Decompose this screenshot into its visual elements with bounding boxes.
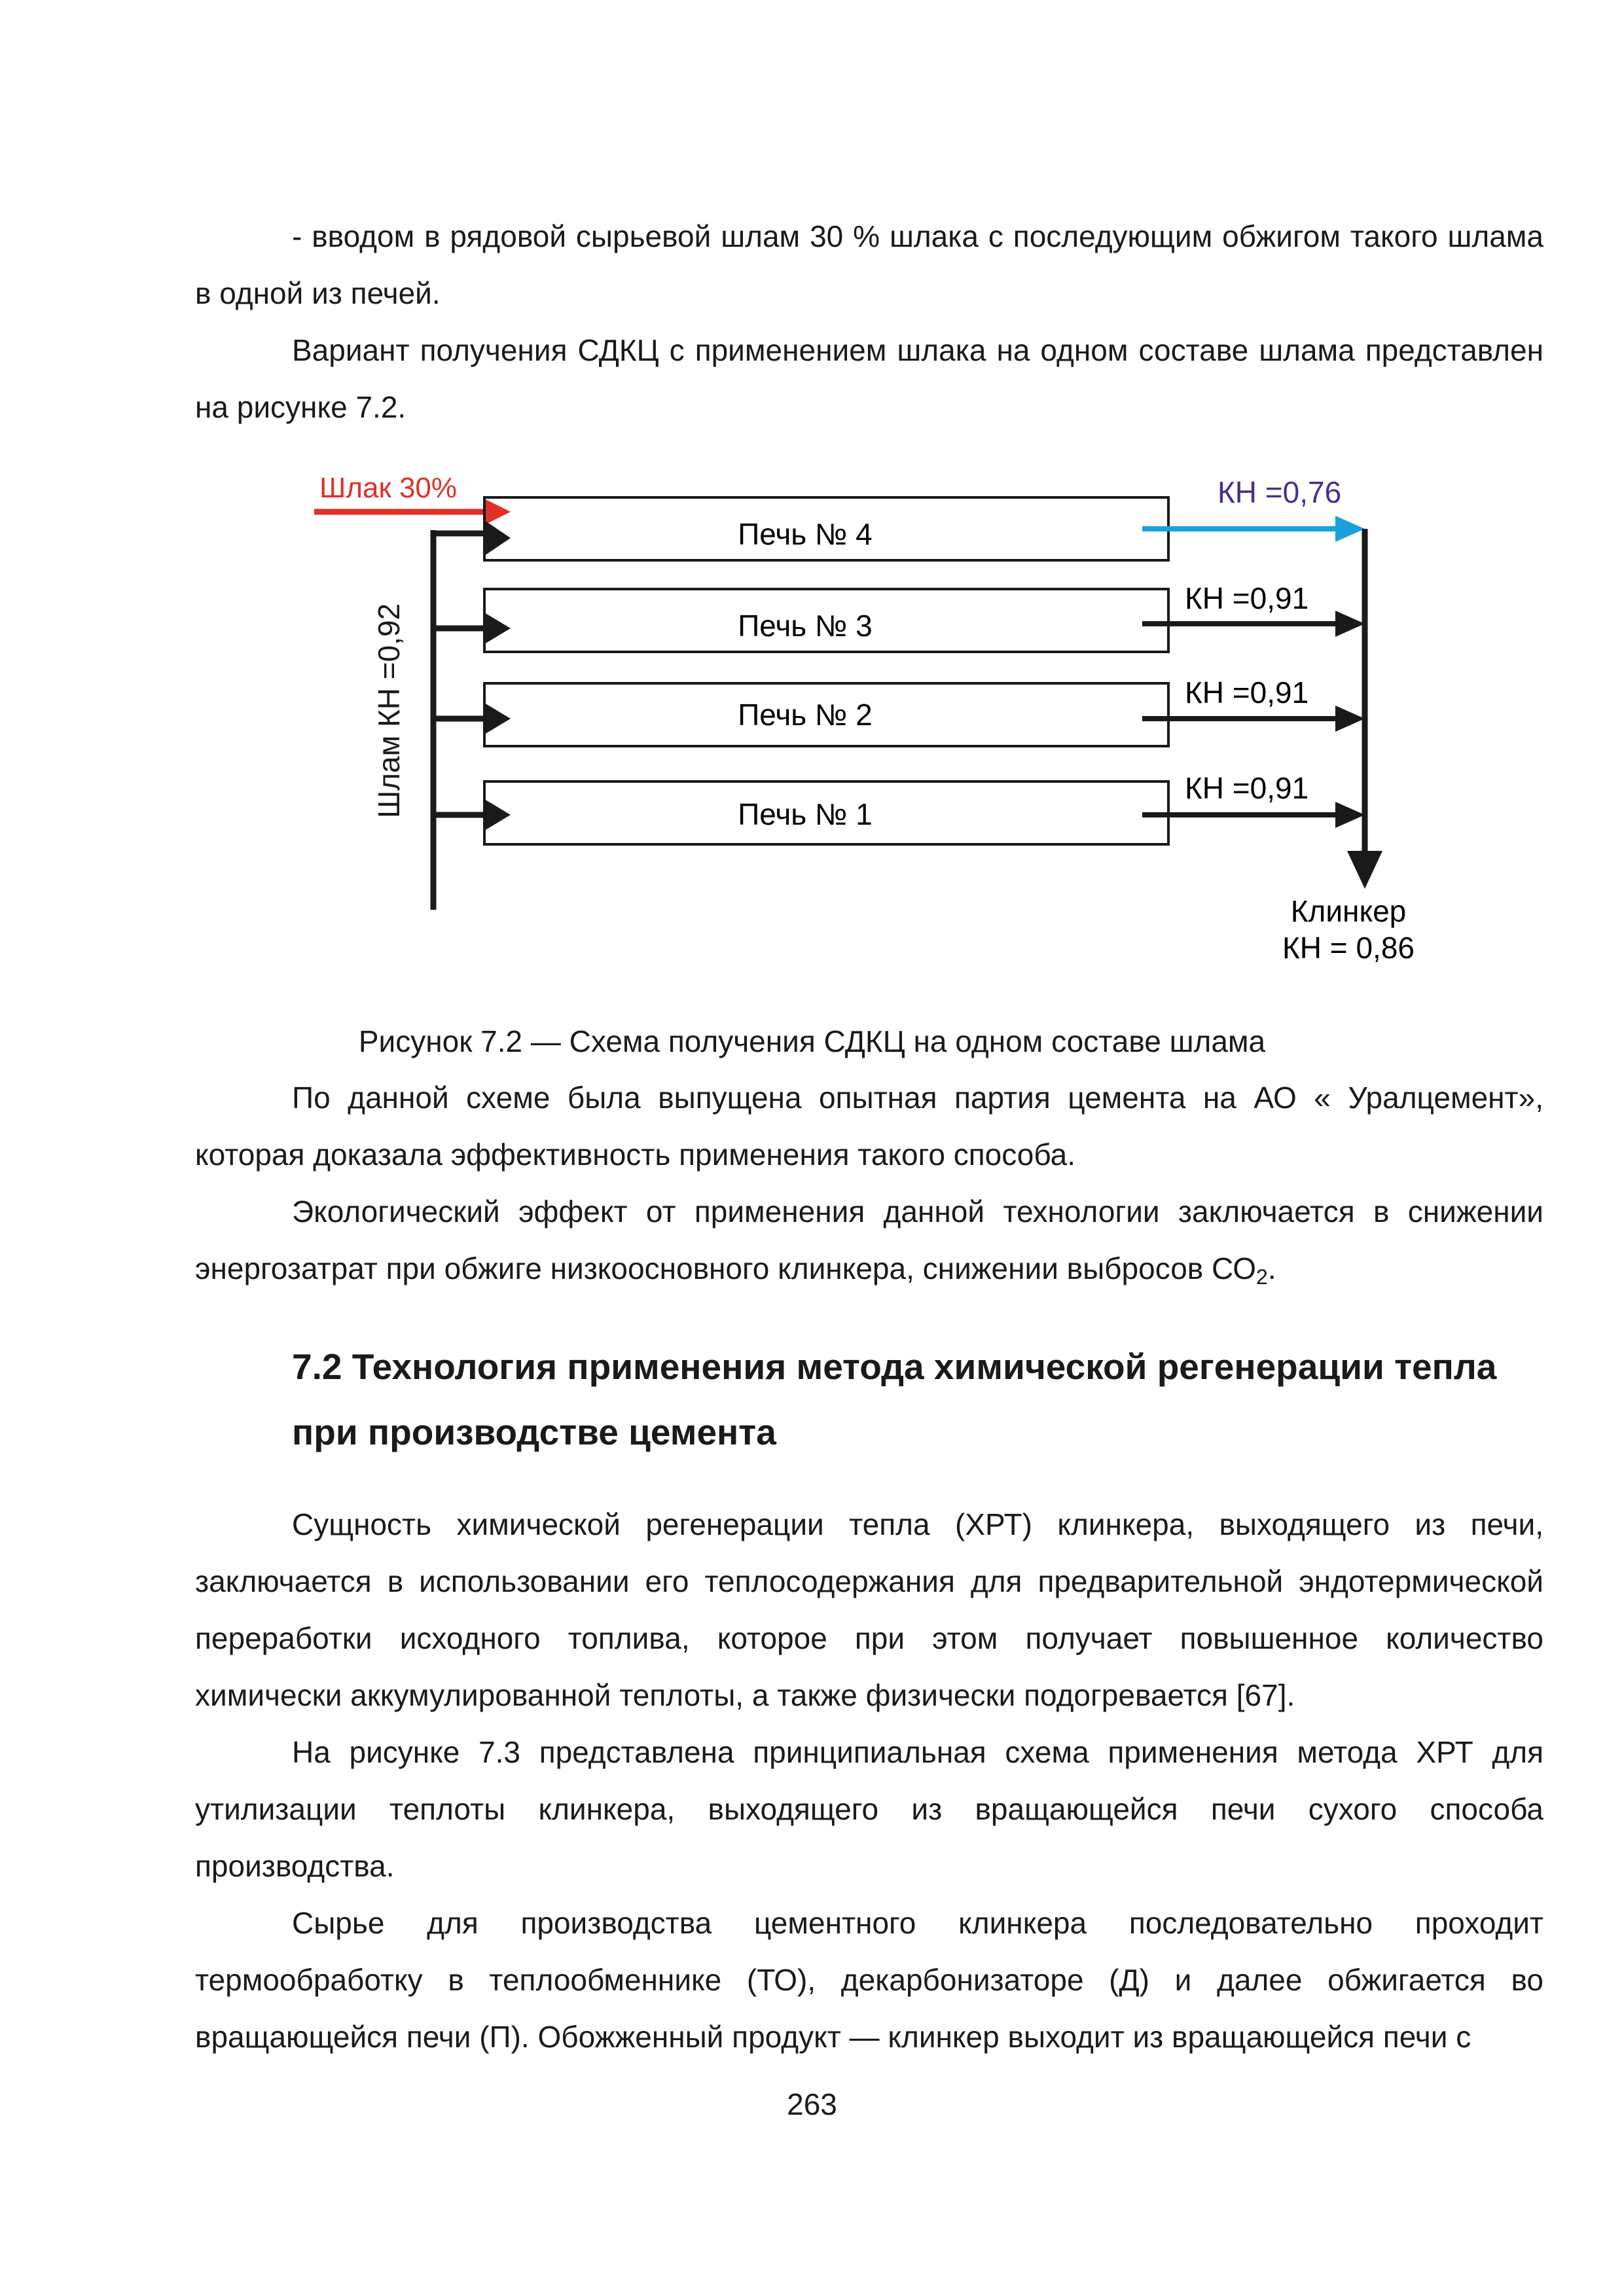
furnace-2 (433, 675, 1365, 746)
furnace-3-output: КН =0,91 (1185, 581, 1309, 615)
ecological-text: Экологический эффект от применения данной технологии заключается в снижении энергозатрат при обжиге низкоосновного клинкера, снижении выбросов СО (195, 1194, 1543, 1285)
paragraph-hrt-essence: Сущность химической регенерации тепла (ХРТ) клинкера, выходящего из печи, заключается в использовании его теплосодержания для предварительной эндотермической переработки исходного топлива, которое при этом получает повышенное количество химически аккумулированной теплоты, а также физически подогревается [67]. (195, 1507, 1543, 1712)
paragraph-ecological (195, 1183, 1543, 1297)
paragraph-raw-material: Сырье для производства цементного клинкера последовательно проходит термообработку в теплообменнике (ТО), декарбонизаторе (Д) и далее обжигается во вращающейся печи (П). Обожженный продукт — клинкер выходит из вращающейся печи с (195, 1906, 1543, 2054)
furnace-scheme-diagram (0, 0, 1624, 1008)
furnace-1 (433, 771, 1365, 844)
furnace-2-output: КН =0,91 (1185, 675, 1309, 709)
slurry-label: Шлам КН =0,92 (372, 603, 406, 818)
page-number: 263 (787, 2087, 837, 2121)
clinker-label: Клинкер (1290, 894, 1407, 928)
paragraph-figure-7-3: На рисунке 7.3 представлена принципиальная схема применения метода ХРТ для утилизации теплоты клинкера, выходящего из вращающейся печи сухого способа производства. (195, 1735, 1543, 1883)
furnace-4 (433, 475, 1365, 560)
ecological-end: . (1267, 1251, 1276, 1285)
clinker-kn-label: КН = 0,86 (1282, 931, 1415, 965)
section-heading: 7.2 Технология применения метода химической регенерации тепла при производстве цемента (292, 1346, 1497, 1452)
co2-subscript: 2 (1256, 1265, 1268, 1289)
furnace-3 (433, 581, 1365, 652)
paragraph-slag-input: - вводом в рядовой сырьевой шлам 30 % шлака с последующим обжигом такого шлама в одной из печей. (195, 219, 1543, 310)
slag-arrow-head (484, 499, 511, 525)
clinker-arrow-head (1347, 851, 1382, 889)
furnace-1-output: КН =0,91 (1185, 771, 1309, 805)
furnace-2-label: Печь № 2 (738, 698, 873, 732)
furnace-4-output: КН =0,76 (1218, 475, 1342, 509)
slag-label: Шлак 30% (319, 472, 458, 504)
figure-caption: Рисунок 7.2 — Схема получения СДКЦ на одном составе шлама (358, 1024, 1266, 1058)
paragraph-uralcement: По данной схеме была выпущена опытная партия цемента на АО « Уралцемент», которая доказала эффективность применения такого способа. (195, 1081, 1543, 1172)
furnace-4-label: Печь № 4 (738, 517, 873, 551)
furnace-1-label: Печь № 1 (738, 797, 873, 831)
furnace-3-label: Печь № 3 (738, 609, 873, 643)
paragraph-variant: Вариант получения СДКЦ с применением шлака на одном составе шлама представлен на рисунке 7.2. (195, 333, 1543, 424)
